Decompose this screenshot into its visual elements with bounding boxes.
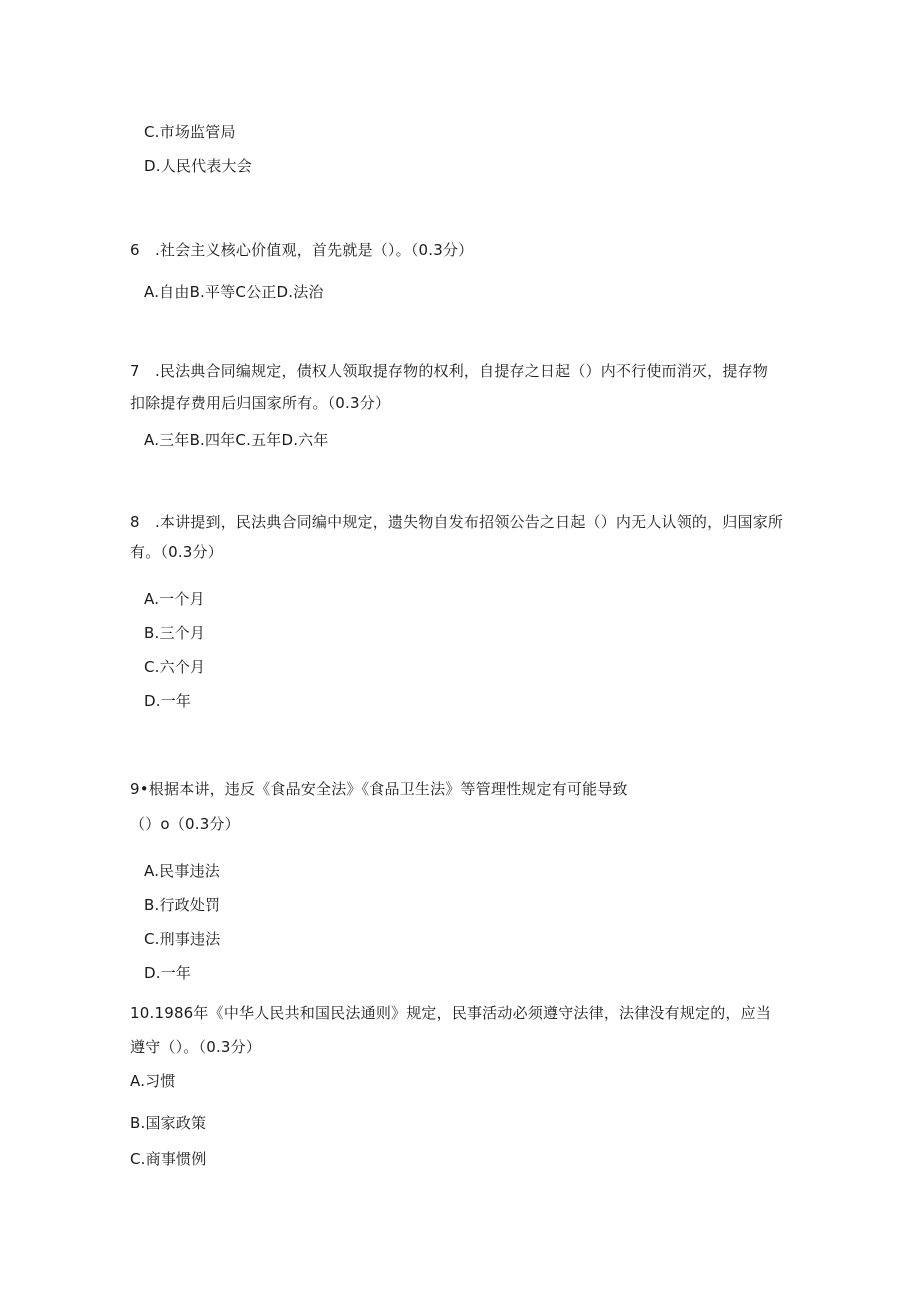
q9-option-c: C.刑事违法 (144, 930, 221, 948)
q7-options: A.三年B.四年C.五年D.六年 (144, 431, 329, 449)
q9-stem-line1: 9•根据本讲，违反《食品安全法》《食品卫生法》等管理性规定有可能导致 (130, 780, 628, 798)
q7-stem-line2: 扣除提存费用后归国家所有。（0.3分） (130, 394, 391, 412)
q9-stem-line2: （）o（0.3分） (130, 815, 240, 833)
q6-options: A.自由B.平等C公正D.法治 (144, 283, 324, 301)
q10-option-c: C.商事惯例 (130, 1150, 207, 1168)
q9-option-d: D.一年 (144, 964, 192, 982)
q8-option-b: B.三个月 (144, 624, 206, 642)
q10-stem-line1: 10.1986年《中华人民共和国民法通则》规定，民事活动必须遵守法律，法律没有规定的，应当 (130, 1004, 772, 1022)
q10-stem-line2: 遵守（）。（0.3分） (130, 1038, 262, 1056)
q8-option-a: A.一个月 (144, 590, 205, 608)
q8-stem-line1: 8 .本讲提到，民法典合同编中规定，遗失物自发布招领公告之日起（）内无人认领的，归国家所 (130, 513, 784, 531)
q8-option-c: C.六个月 (144, 658, 206, 676)
q9-option-a: A.民事违法 (144, 862, 220, 880)
q6-stem: 6 .社会主义核心价值观，首先就是（）。（0.3分） (130, 241, 474, 259)
q7-stem-line1: 7 .民法典合同编规定，债权人领取提存物的权利，自提存之日起（）内不行使而消灭，提存物 (130, 362, 768, 380)
q5-option-d: D.人民代表大会 (144, 157, 252, 175)
q8-stem-line2: 有。（0.3分） (130, 543, 223, 561)
q5-option-c: C.市场监管局 (144, 123, 236, 141)
q10-option-b: B.国家政策 (130, 1114, 207, 1132)
q10-option-a: A.习惯 (130, 1072, 176, 1090)
q9-option-b: B.行政处罚 (144, 896, 221, 914)
q8-option-d: D.一年 (144, 692, 192, 710)
